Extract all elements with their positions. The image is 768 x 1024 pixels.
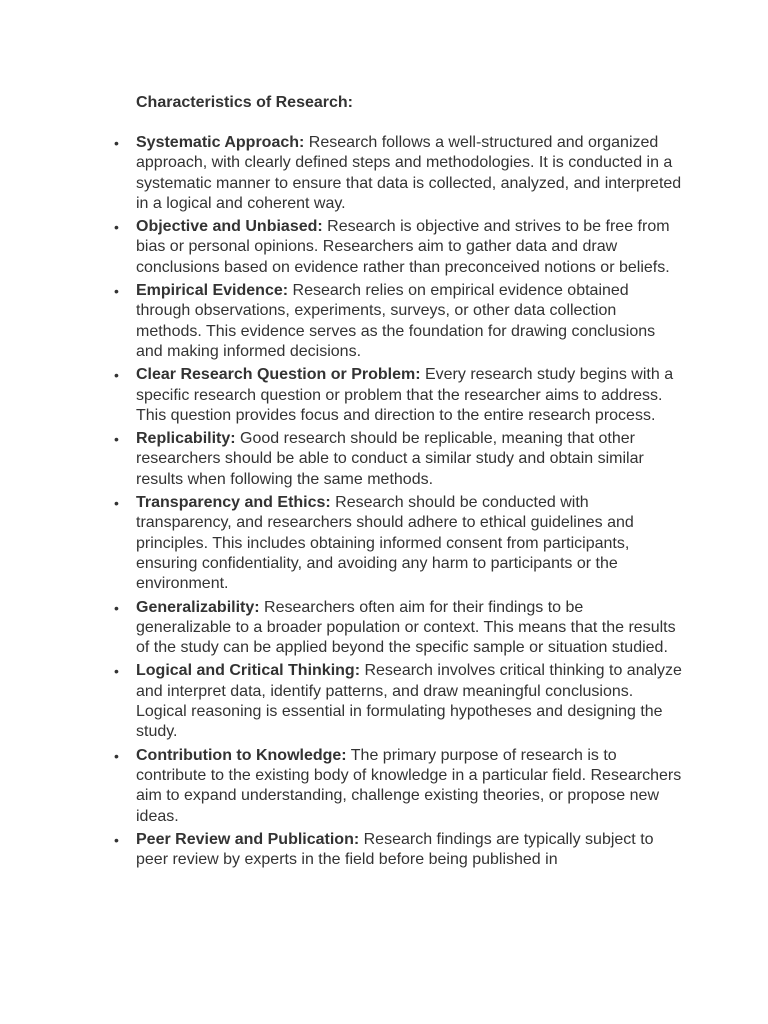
list-item [114, 661, 682, 742]
item-term: Objective and Unbiased: [136, 218, 323, 236]
item-text: Research relies on empirical evidence obtained through observations, experiments, surveys, or other data collection methods. This evidence serves as the foundation for drawing conclusions and making informed decisions. [136, 282, 656, 360]
item-term: Empirical Evidence: [136, 282, 289, 300]
item-term: Contribution to Knowledge: [136, 746, 347, 764]
item-text: Good research should be replicable, meaning that other researchers should be able to conduct a similar study and obtain similar results when following the same methods. [136, 430, 644, 488]
bullet-icon: • [114, 219, 119, 236]
list-item [114, 598, 682, 659]
bullet-icon: • [114, 283, 119, 300]
item-term: Clear Research Question or Problem: [136, 366, 421, 384]
item-term: Transparency and Ethics: [136, 494, 331, 512]
page-bottom-margin [0, 926, 768, 1024]
item-text: Research should be conducted with transparency, and researchers should adhere to ethical guidelines and principles. This includes obtaining informed consent from participants, ensuring confidentiality, and avoiding any harm to participants or the environment. [136, 494, 634, 593]
bullet-icon: • [114, 831, 119, 848]
list-item [114, 281, 682, 362]
item-term: Generalizability: [136, 598, 260, 616]
item-text: Research involves critical thinking to analyze and interpret data, identify patterns, and draw meaningful conclusions. Logical reasoning is essential in formulating hypotheses and designing the study. [136, 662, 682, 741]
list-item [114, 133, 682, 214]
bullet-icon: • [114, 431, 119, 448]
item-text: Research is objective and strives to be free from bias or personal opinions. Researchers aim to gather data and draw conclusions based on evidence rather than preconceived notions or beliefs. [136, 218, 670, 276]
bullet-icon: • [114, 135, 119, 151]
list-item [114, 365, 682, 426]
document-heading: Characteristics of Research: [136, 94, 353, 111]
item-text: Every research study begins with a specific research question or problem that the researcher aims to address. This question provides focus and direction to the entire research process. [136, 366, 674, 424]
item-text: Research follows a well-structured and organized approach, with clearly defined steps and methodologies. It is conducted in a systematic manner to ensure that data is collected, analyzed, and interpreted in a logical and coherent way. [136, 134, 682, 212]
item-term: Replicability: [136, 430, 236, 448]
list-item [114, 493, 682, 594]
bullet-icon: • [114, 747, 119, 764]
bullet-icon: • [114, 367, 119, 384]
item-term: Logical and Critical Thinking: [136, 662, 361, 680]
item-text: The primary purpose of research is to contribute to the existing body of knowledge in a particular field. Researchers aim to expand understanding, challenge existing theories, or propose new ideas. [136, 746, 682, 825]
list-item [114, 746, 682, 827]
bullet-icon: • [114, 599, 119, 616]
bullet-icon: • [114, 663, 119, 680]
characteristics-list [114, 133, 682, 873]
item-text: Researchers often aim for their findings to be generalizable to a broader population or context. This means that the results of the study can be applied beyond the specific sample or situation studied. [136, 598, 676, 657]
item-term: Systematic Approach: [136, 134, 305, 151]
list-item [114, 429, 682, 490]
bullet-icon: • [114, 495, 119, 512]
list-item [114, 217, 682, 278]
item-term: Peer Review and Publication: [136, 830, 360, 848]
list-item [114, 830, 682, 871]
item-text: Research findings are typically subject to peer review by experts in the field before being published in [136, 830, 654, 869]
